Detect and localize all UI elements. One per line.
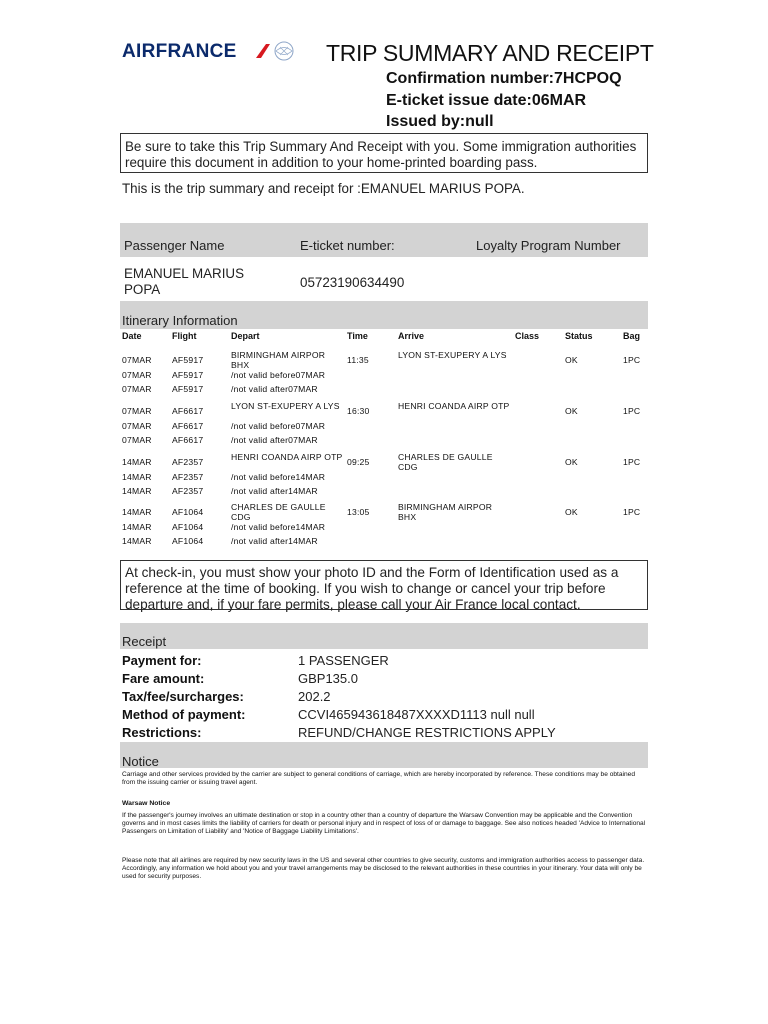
security-paragraph: Please note that all airlines are required by new security laws in the US and several other countries to give security, customs and immigration authorities access to passenger data. Accordingly, any information we hold about you and your travel arrangements may be disclosed to the relevant authorities in these countries in your itinerary. Your data will only be used for security purposes.: [122, 857, 645, 880]
itinerary-cell-bag: 1PC: [623, 406, 641, 416]
itinerary-cell-status: OK: [565, 355, 578, 365]
itinerary-cell-depart: BIRMINGHAM AIRPOR BHX: [231, 350, 326, 370]
itinerary-cell-date: 07MAR: [122, 421, 152, 431]
checkin-notice: [120, 560, 648, 610]
itinerary-cell-depart: HENRI COANDA AIRP OTP: [231, 452, 343, 462]
receipt-value: REFUND/CHANGE RESTRICTIONS APPLY: [298, 725, 556, 740]
itinerary-cell-date: 14MAR: [122, 457, 152, 467]
itinerary-cell-flight: AF5917: [172, 355, 204, 365]
loyalty-program-header: Loyalty Program Number: [476, 238, 621, 253]
receipt-title: Receipt: [122, 634, 167, 649]
itinerary-cell-arrive: CHARLES DE GAULLE CDG: [398, 452, 493, 472]
passenger-name: EMANUEL MARIUS POPA: [124, 266, 245, 297]
col-status: Status: [565, 331, 593, 341]
brand-wordmark: AIRFRANCE: [122, 41, 237, 62]
boarding-pass-notice-text: Be sure to take this Trip Summary And Receipt with you. Some immigration authorities require this document in addition to your home-printed boarding pass.: [125, 139, 637, 170]
itinerary-cell-flight: AF6617: [172, 421, 204, 431]
itinerary-cell-flight: AF1064: [172, 507, 204, 517]
col-flight: Flight: [172, 331, 197, 341]
itinerary-cell-time: 13:05: [347, 507, 370, 517]
col-bag: Bag: [623, 331, 641, 341]
itinerary-cell-time: 09:25: [347, 457, 370, 467]
itinerary-cell-date: 07MAR: [122, 384, 152, 394]
passenger-name-header: Passenger Name: [124, 238, 225, 253]
itinerary-cell-bag: 1PC: [623, 457, 641, 467]
eticket-number: 05723190634490: [300, 275, 405, 290]
itinerary-cell-time: 16:30: [347, 406, 370, 416]
itinerary-cell-depart: LYON ST-EXUPERY A LYS: [231, 401, 340, 411]
itinerary-cell-date: 14MAR: [122, 507, 152, 517]
notice-header-band: [120, 742, 648, 768]
itinerary-cell-date: 14MAR: [122, 472, 152, 482]
notice-title: Notice: [122, 754, 159, 769]
warsaw-paragraph: If the passenger's journey involves an ultimate destination or stop in a country other than a country of departure the Warsaw Convention may be applicable and the Convention governs and in most cases limits the liability of carriers for death or personal injury and in respect of loss of or damage to baggage. See also notices headed 'Advice to International Passengers on Limitation of Liability' and 'Notice of Baggage Liability Limitations'.: [122, 812, 646, 835]
itinerary-cell-flight: AF6617: [172, 406, 204, 416]
itinerary-title: Itinerary Information: [122, 313, 238, 328]
itinerary-cell-time: 11:35: [347, 355, 369, 365]
col-class: Class: [515, 331, 540, 341]
itinerary-cell-date: 14MAR: [122, 536, 152, 546]
receipt-label: Tax/fee/surcharges:: [122, 689, 244, 704]
itinerary-cell-depart: /not valid before07MAR: [231, 370, 326, 380]
receipt-label: Method of payment:: [122, 707, 246, 722]
itinerary-cell-date: 14MAR: [122, 486, 152, 496]
itinerary-cell-date: 07MAR: [122, 355, 152, 365]
itinerary-cell-date: 07MAR: [122, 435, 152, 445]
itinerary-cell-arrive: LYON ST-EXUPERY A LYS: [398, 350, 507, 360]
col-depart: Depart: [231, 331, 260, 341]
itinerary-cell-arrive: BIRMINGHAM AIRPOR BHX: [398, 502, 493, 522]
receipt-label: Fare amount:: [122, 671, 205, 686]
page-title: TRIP SUMMARY AND RECEIPT: [326, 40, 654, 66]
warsaw-notice-title: Warsaw Notice: [122, 800, 171, 807]
itinerary-cell-depart: CHARLES DE GAULLE CDG: [231, 502, 326, 522]
receipt-label: Payment for:: [122, 653, 202, 668]
ticket-issue-date: E-ticket issue date:06MAR: [386, 92, 587, 109]
itinerary-cell-flight: AF5917: [172, 384, 204, 394]
col-time: Time: [347, 331, 368, 341]
itinerary-cell-bag: 1PC: [623, 507, 641, 517]
receipt-value: GBP135.0: [298, 671, 358, 686]
itinerary-cell-status: OK: [565, 507, 578, 517]
itinerary-cell-flight: AF5917: [172, 370, 204, 380]
itinerary-cell-flight: AF2357: [172, 457, 204, 467]
itinerary-cell-date: 07MAR: [122, 406, 152, 416]
receipt-value: 202.2: [298, 689, 331, 704]
itinerary-cell-flight: AF2357: [172, 486, 204, 496]
airfrance-logo: [122, 38, 302, 66]
col-arrive: Arrive: [398, 331, 425, 341]
itinerary-cell-depart: /not valid after14MAR: [231, 536, 318, 546]
itinerary-cell-depart: /not valid before07MAR: [231, 421, 326, 431]
itinerary-cell-date: 07MAR: [122, 370, 152, 380]
itinerary-cell-flight: AF6617: [172, 435, 204, 445]
checkin-notice-text: At check-in, you must show your photo ID and the Form of Identification used as a reference at the time of booking. If you wish to change or cancel your trip before departure and, if your fare permits, please call your Air France local contact.: [125, 565, 619, 612]
eticket-number-header: E-ticket number:: [300, 238, 395, 253]
receipt-header-band: [120, 623, 648, 649]
conditions-paragraph: Carriage and other services provided by the carrier are subject to general conditions of carriage, which are hereby incorporated by reference. These conditions may be obtained from the issuing carrier or issuing travel agent.: [122, 771, 636, 786]
itinerary-cell-status: OK: [565, 457, 578, 467]
itinerary-cell-depart: /not valid after07MAR: [231, 435, 318, 445]
itinerary-cell-arrive: HENRI COANDA AIRP OTP: [398, 401, 510, 411]
receipt-value: 1 PASSENGER: [298, 653, 389, 668]
itinerary-cell-status: OK: [565, 406, 578, 416]
itinerary-cell-depart: /not valid after07MAR: [231, 384, 318, 394]
itinerary-cell-depart: /not valid after14MAR: [231, 486, 318, 496]
itinerary-cell-flight: AF1064: [172, 522, 204, 532]
itinerary-cell-depart: /not valid before14MAR: [231, 472, 326, 482]
summary-for-line: This is the trip summary and receipt for :EMANUEL MARIUS POPA.: [122, 181, 525, 196]
receipt-label: Restrictions:: [122, 725, 202, 740]
itinerary-cell-flight: AF2357: [172, 472, 204, 482]
boarding-pass-notice: [120, 133, 648, 173]
confirmation-number: Confirmation number:7HCPOQ: [386, 70, 622, 87]
col-date: Date: [122, 331, 142, 341]
itinerary-cell-flight: AF1064: [172, 536, 204, 546]
airline-swoosh-icon: [254, 38, 298, 64]
itinerary-cell-depart: /not valid before14MAR: [231, 522, 326, 532]
receipt-value: CCVI465943618487XXXXD1113 null null: [298, 707, 535, 722]
issued-by: Issued by:null: [386, 113, 494, 130]
itinerary-cell-bag: 1PC: [623, 355, 641, 365]
itinerary-cell-date: 14MAR: [122, 522, 152, 532]
